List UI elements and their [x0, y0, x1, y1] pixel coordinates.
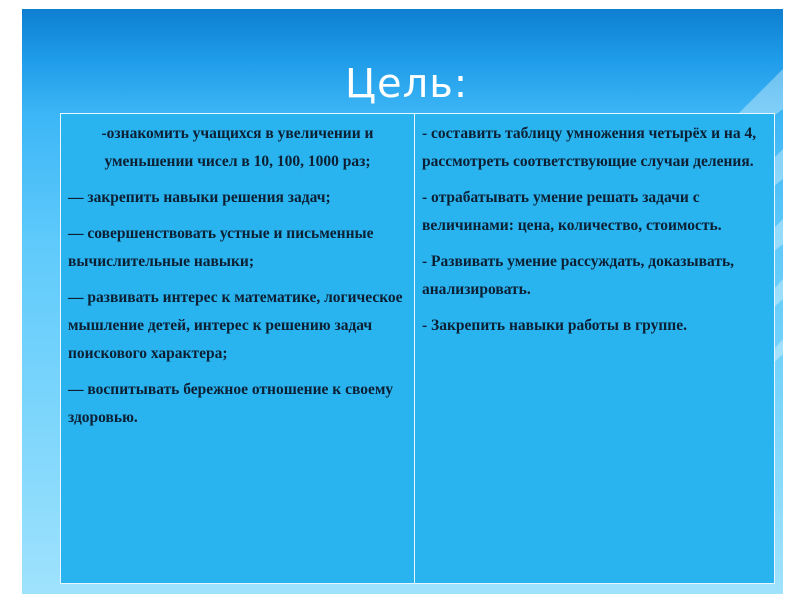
goal-item: - Закрепить навыки работы в группе. — [422, 317, 687, 334]
goal-item: - Развивать умение рассуждать, доказывать, анализировать. — [422, 253, 735, 298]
goal-item: — совершенствовать устные и письменные вычислительные навыки; — [68, 225, 374, 270]
goals-table — [60, 113, 775, 584]
goal-item: - составить таблицу умножения четырёх и на 4, рассмотреть соответствующие случаи деления. — [422, 125, 757, 170]
slide-title: Цель: — [345, 61, 469, 107]
goal-item: - отрабатывать умение решать задачи с величинами: цена, количество, стоимость. — [422, 189, 722, 234]
goal-item: -ознакомить учащихся в увеличении и уменьшении чисел в 10, 100, 1000 раз; — [101, 125, 374, 170]
goal-item: — закрепить навыки решения задач; — [68, 189, 331, 206]
goal-item: — воспитывать бережное отношение к своему здоровью. — [68, 381, 394, 426]
table-row — [61, 114, 775, 584]
slide — [22, 9, 783, 594]
goals-right-cell — [415, 114, 775, 584]
goals-left-cell — [61, 114, 415, 584]
goal-item: — развивать интерес к математике, логическое мышление детей, интерес к решению задач поискового характера; — [68, 289, 403, 362]
